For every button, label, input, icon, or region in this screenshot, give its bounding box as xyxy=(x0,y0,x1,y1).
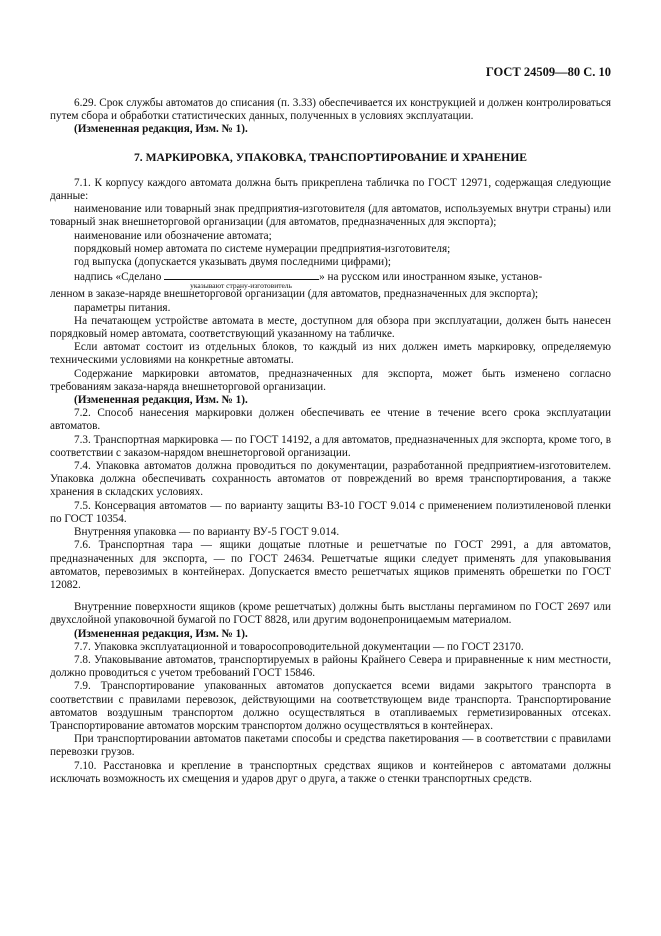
amendment-note: (Измененная редакция, Изм. № 1). xyxy=(74,123,248,136)
paragraph: Внутренние поверхности ящиков (кроме решетчатых) должны быть выстланы пергамином по ГОСТ 2697 или двухслойной упаковочной бумагой по ГОСТ 8828, или другим водонепроницаемым материалом. xyxy=(50,601,611,627)
amendment-note: (Измененная редакция, Изм. № 1). xyxy=(74,394,248,407)
paragraph: параметры питания. xyxy=(74,301,171,314)
paragraph: На печатающем устройстве автомата в месте, доступном для обзора при эксплуатации, должен быть нанесен порядковый номер автомата, соответствующий указанному на табличке. xyxy=(50,314,611,341)
paragraph: 7.5. Консервация автоматов — по варианту защиты ВЗ-10 ГОСТ 9.014 с применением полиэтиленовой пленки по ГОСТ 10354. xyxy=(50,499,611,525)
paragraph: Внутренняя упаковка — по варианту ВУ-5 ГОСТ 9.014. xyxy=(74,526,340,539)
made-in-line xyxy=(50,269,611,291)
paragraph: 7.7. Упаковка эксплуатационной и товаросопроводительной документации — по ГОСТ 23170. xyxy=(74,640,524,653)
paragraph: порядковый номер автомата по системе нумерации предприятия-изготовителя; xyxy=(74,242,451,255)
paragraph: 7.1. К корпусу каждого автомата должна быть прикреплена табличка по ГОСТ 12971, содержащая следующие данные: xyxy=(50,176,611,203)
paragraph: 7.4. Упаковка автоматов должна проводиться по документации, разработанной предприятием-изготовителем. Упаковка должна обеспечивать сохранность автоматов от повреждений во время транспортирования, а также хранения в складских условиях. xyxy=(50,460,611,499)
paragraph: 7.3. Транспортная маркировка — по ГОСТ 14192, а для автоматов, предназначенных для экспорта, кроме того, в соответствии с заказом-нарядом внешнеторговой организации. xyxy=(50,433,611,459)
made-in-prefix: надпись «Сделано xyxy=(74,271,165,284)
paragraph-continuation: ленном в заказе-наряде внешнеторговой организации (для автоматов, предназначенных для экспорта); xyxy=(50,288,539,301)
paragraph: 7.10. Расстановка и крепление в транспортных средствах ящиков и контейнеров с автоматами должны исключать возможность их смещения и ударов друг о друга, а также о стенки транспортных средств. xyxy=(50,759,611,785)
country-blank-field xyxy=(164,269,319,291)
country-blank-caption: указывают страну-изготовитель xyxy=(190,281,292,291)
made-in-suffix: » на русском или иностранном языке, установ- xyxy=(319,271,543,284)
paragraph: При транспортировании автоматов пакетами способы и средства пакетирования — в соответствии с правилами перевозки грузов. xyxy=(50,733,611,759)
paragraph: 7.9. Транспортирование упакованных автоматов допускается всеми видами закрытого транспорта в соответствии с правилами перевозок, действующими на соответствующем виде транспорта. Транспортирование автоматов воздушным транспортом должно осуществляться в отапливаемых герметизированных отсеках. Транспортирование автоматов морским транспортом должно осуществляться в контейнерах. xyxy=(50,680,611,732)
document-body xyxy=(50,97,611,786)
paragraph: 7.2. Способ нанесения маркировки должен обеспечивать ее чтение в течение всего срока эксплуатации автоматов. xyxy=(50,407,611,433)
paragraph: Если автомат состоит из отдельных блоков, то каждый из них должен иметь маркировку, определяемую техническими условиями на конкретные автоматы. xyxy=(50,341,611,367)
page-header: ГОСТ 24509—80 С. 10 xyxy=(485,65,611,79)
paragraph: Содержание маркировки автоматов, предназначенных для экспорта, может быть изменено согласно требованиям заказа-наряда внешнеторговой организации. xyxy=(50,367,611,393)
paragraph: наименование или товарный знак предприятия-изготовителя (для автоматов, используемых внутри страны) или товарный знак внешнеторговой организации (для автоматов, предназначенных для экспорта); xyxy=(50,203,611,229)
paragraph: год выпуска (допускается указывать двумя последними цифрами); xyxy=(74,256,391,269)
paragraph: 7.8. Упаковывание автоматов, транспортируемых в районы Крайнего Севера и приравненные к ним местности, должно проводиться с учетом требований ГОСТ 15846. xyxy=(50,653,611,680)
paragraph: 6.29. Срок службы автоматов до списания (п. 3.33) обеспечивается их конструкцией и должен контролироваться путем сбора и обработки статистических данных, полученных в условиях эксплуатации. xyxy=(50,97,611,123)
section-heading: 7. МАРКИРОВКА, УПАКОВКА, ТРАНСПОРТИРОВАНИЕ И ХРАНЕНИЕ xyxy=(133,150,528,164)
paragraph: 7.6. Транспортная тара — ящики дощатые плотные и решетчатые по ГОСТ 2991, а для автоматов, предназначенных для экспорта, — по ГОСТ 24634. Решетчатые ящики следует применять для упаковывания автоматов, перевозимых в контейнерах. Допускается вместо решетчатых ящиков применять обрешетки по ГОСТ 12082. xyxy=(50,539,611,591)
amendment-note: (Измененная редакция, Изм. № 1). xyxy=(74,627,248,640)
paragraph: наименование или обозначение автомата; xyxy=(74,229,272,242)
